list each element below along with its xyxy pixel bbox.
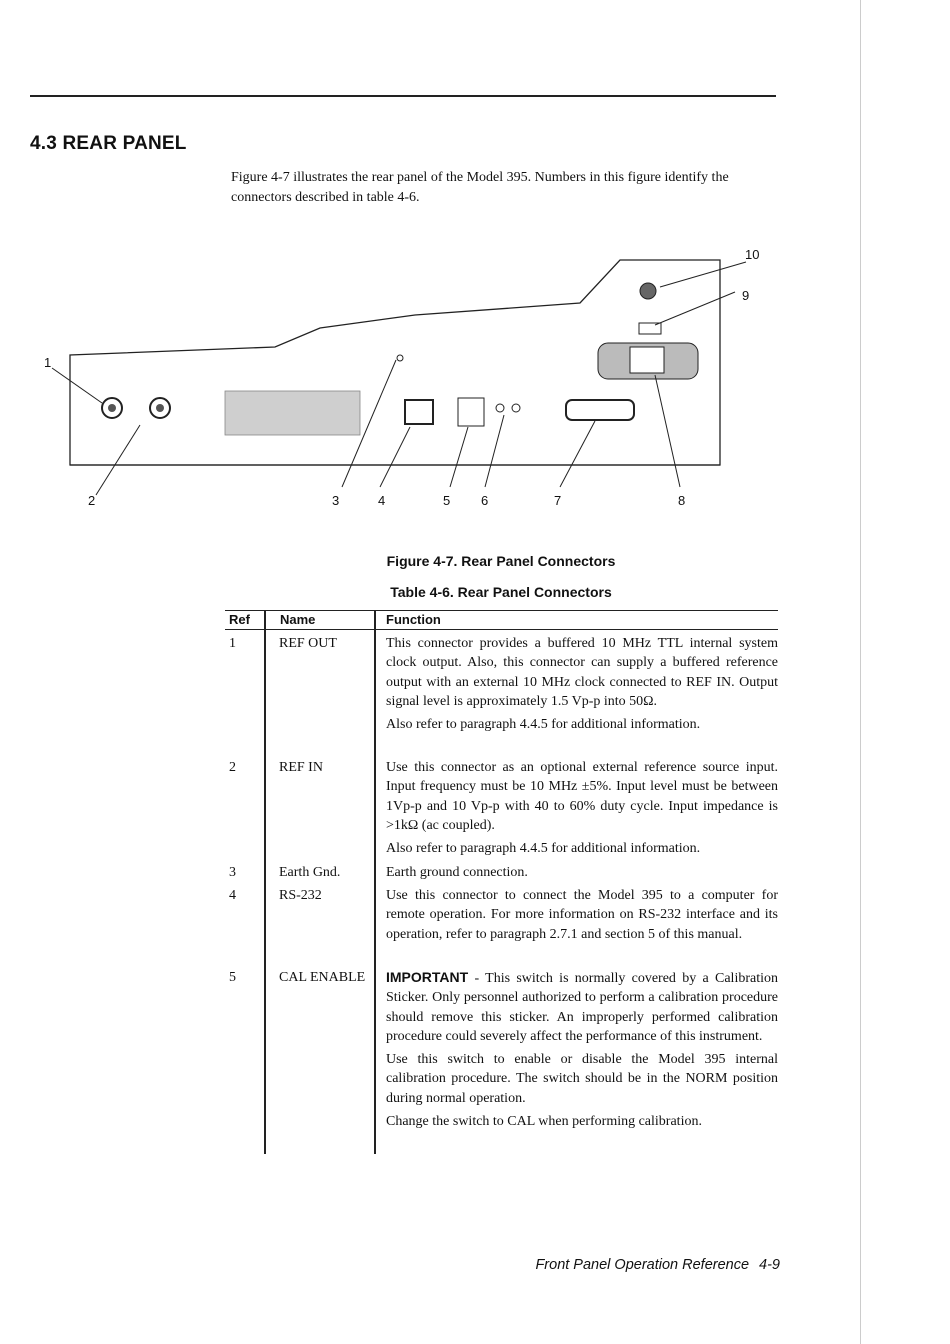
row-name: REF OUT [279, 636, 337, 651]
ref-out-connector-icon [102, 398, 122, 418]
header-function: Function [386, 612, 441, 627]
callout-8: 8 [678, 493, 686, 508]
important-label: IMPORTANT [386, 969, 469, 985]
callout-1: 1 [44, 355, 52, 370]
row-function [386, 758, 778, 862]
row-ref: 3 [229, 865, 236, 880]
figure-caption: Figure 4-7. Rear Panel Connectors [386, 553, 616, 569]
function-paragraph: Use this switch to enable or disable the Model 395 internal calibration procedure. The switch should be in the NORM position during normal operation. [386, 1052, 778, 1106]
callout-10: 10 [745, 247, 760, 262]
column-divider [264, 610, 266, 1154]
callout-9: 9 [742, 288, 750, 303]
page-edge-line [860, 0, 861, 1344]
header-name: Name [280, 612, 316, 627]
earth-ground-icon [397, 355, 403, 361]
vent-grille [225, 391, 360, 435]
footer-title: Front Panel Operation Reference [535, 1257, 750, 1273]
row-function [386, 863, 778, 886]
function-paragraph: Also refer to paragraph 4.4.5 for additional information. [386, 841, 701, 857]
column-divider [374, 610, 376, 1154]
callout-4: 4 [378, 493, 386, 508]
rear-panel-figure [30, 235, 790, 515]
row-name: Earth Gnd. [279, 865, 341, 880]
connectors-table [225, 610, 778, 1130]
callout-3: 3 [332, 493, 340, 508]
section-title: 4.3 REAR PANEL [30, 133, 187, 154]
intro-paragraph: Figure 4-7 illustrates the rear panel of the Model 395. Numbers in this figure identify the connectors described in table 4-6. [231, 170, 729, 205]
callout-2: 2 [88, 493, 96, 508]
table-caption: Table 4-6. Rear Panel Connectors [390, 584, 612, 600]
page-footer [525, 1257, 780, 1273]
rs232-connector-icon [405, 400, 433, 424]
function-paragraph: Use this connector as an optional external reference source input. Input frequency must be 10 MHz ±5%. Input level must be between 1Vp-p and 10 Vp-p with 40 to 60% duty cycle. Input impedance is >1kΩ (ac coupled). [386, 760, 778, 833]
row-ref: 5 [229, 970, 236, 985]
function-paragraph: Earth ground connection. [386, 865, 528, 880]
row-function [386, 634, 778, 738]
function-paragraph: Also refer to paragraph 4.4.5 for additional information. [386, 717, 701, 733]
table-header [225, 610, 778, 630]
page-number: 4-9 [759, 1257, 780, 1273]
row-ref: 1 [229, 636, 236, 651]
function-paragraph: This connector provides a buffered 10 MHz TTL internal system clock output. Also, this connector can supply a buffered reference output with an external 10 MHz clock connected to REF IN. Output signal level is approximately 1.5 Vp-p into 50Ω. [386, 636, 778, 709]
callout-5: 5 [443, 493, 451, 508]
power-switch-icon [640, 283, 656, 299]
row-name: REF IN [279, 760, 323, 775]
header-ref: Ref [229, 612, 250, 627]
important-text: - This switch is normally covered by a Calibration Sticker. Only personnel authorized to perform a calibration procedure should remove this sticker. An improperly performed calibration procedure could severely affect the performance of this instrument. [386, 971, 778, 1044]
important-paragraph [386, 968, 778, 1046]
fuse-icon [639, 323, 661, 334]
callout-6: 6 [481, 493, 489, 508]
top-rule [30, 95, 776, 97]
ref-in-connector-icon [150, 398, 170, 418]
row-ref: 2 [229, 760, 236, 775]
row-name: RS-232 [279, 888, 322, 903]
function-paragraph: Change the switch to CAL when performing calibration. [386, 1114, 702, 1130]
callout-7: 7 [554, 493, 562, 508]
gpib-connector-icon [566, 400, 634, 420]
row-name: CAL ENABLE [279, 970, 366, 985]
cal-switch-icon [458, 398, 484, 426]
row-function [386, 886, 778, 948]
row-function [386, 968, 778, 1135]
row-ref: 4 [229, 888, 236, 903]
function-paragraph: Use this connector to connect the Model 395 to a computer for remote operation. For more information on RS-232 interface and its operation, refer to paragraph 2.7.1 and section 5 of this manual. [386, 888, 778, 942]
